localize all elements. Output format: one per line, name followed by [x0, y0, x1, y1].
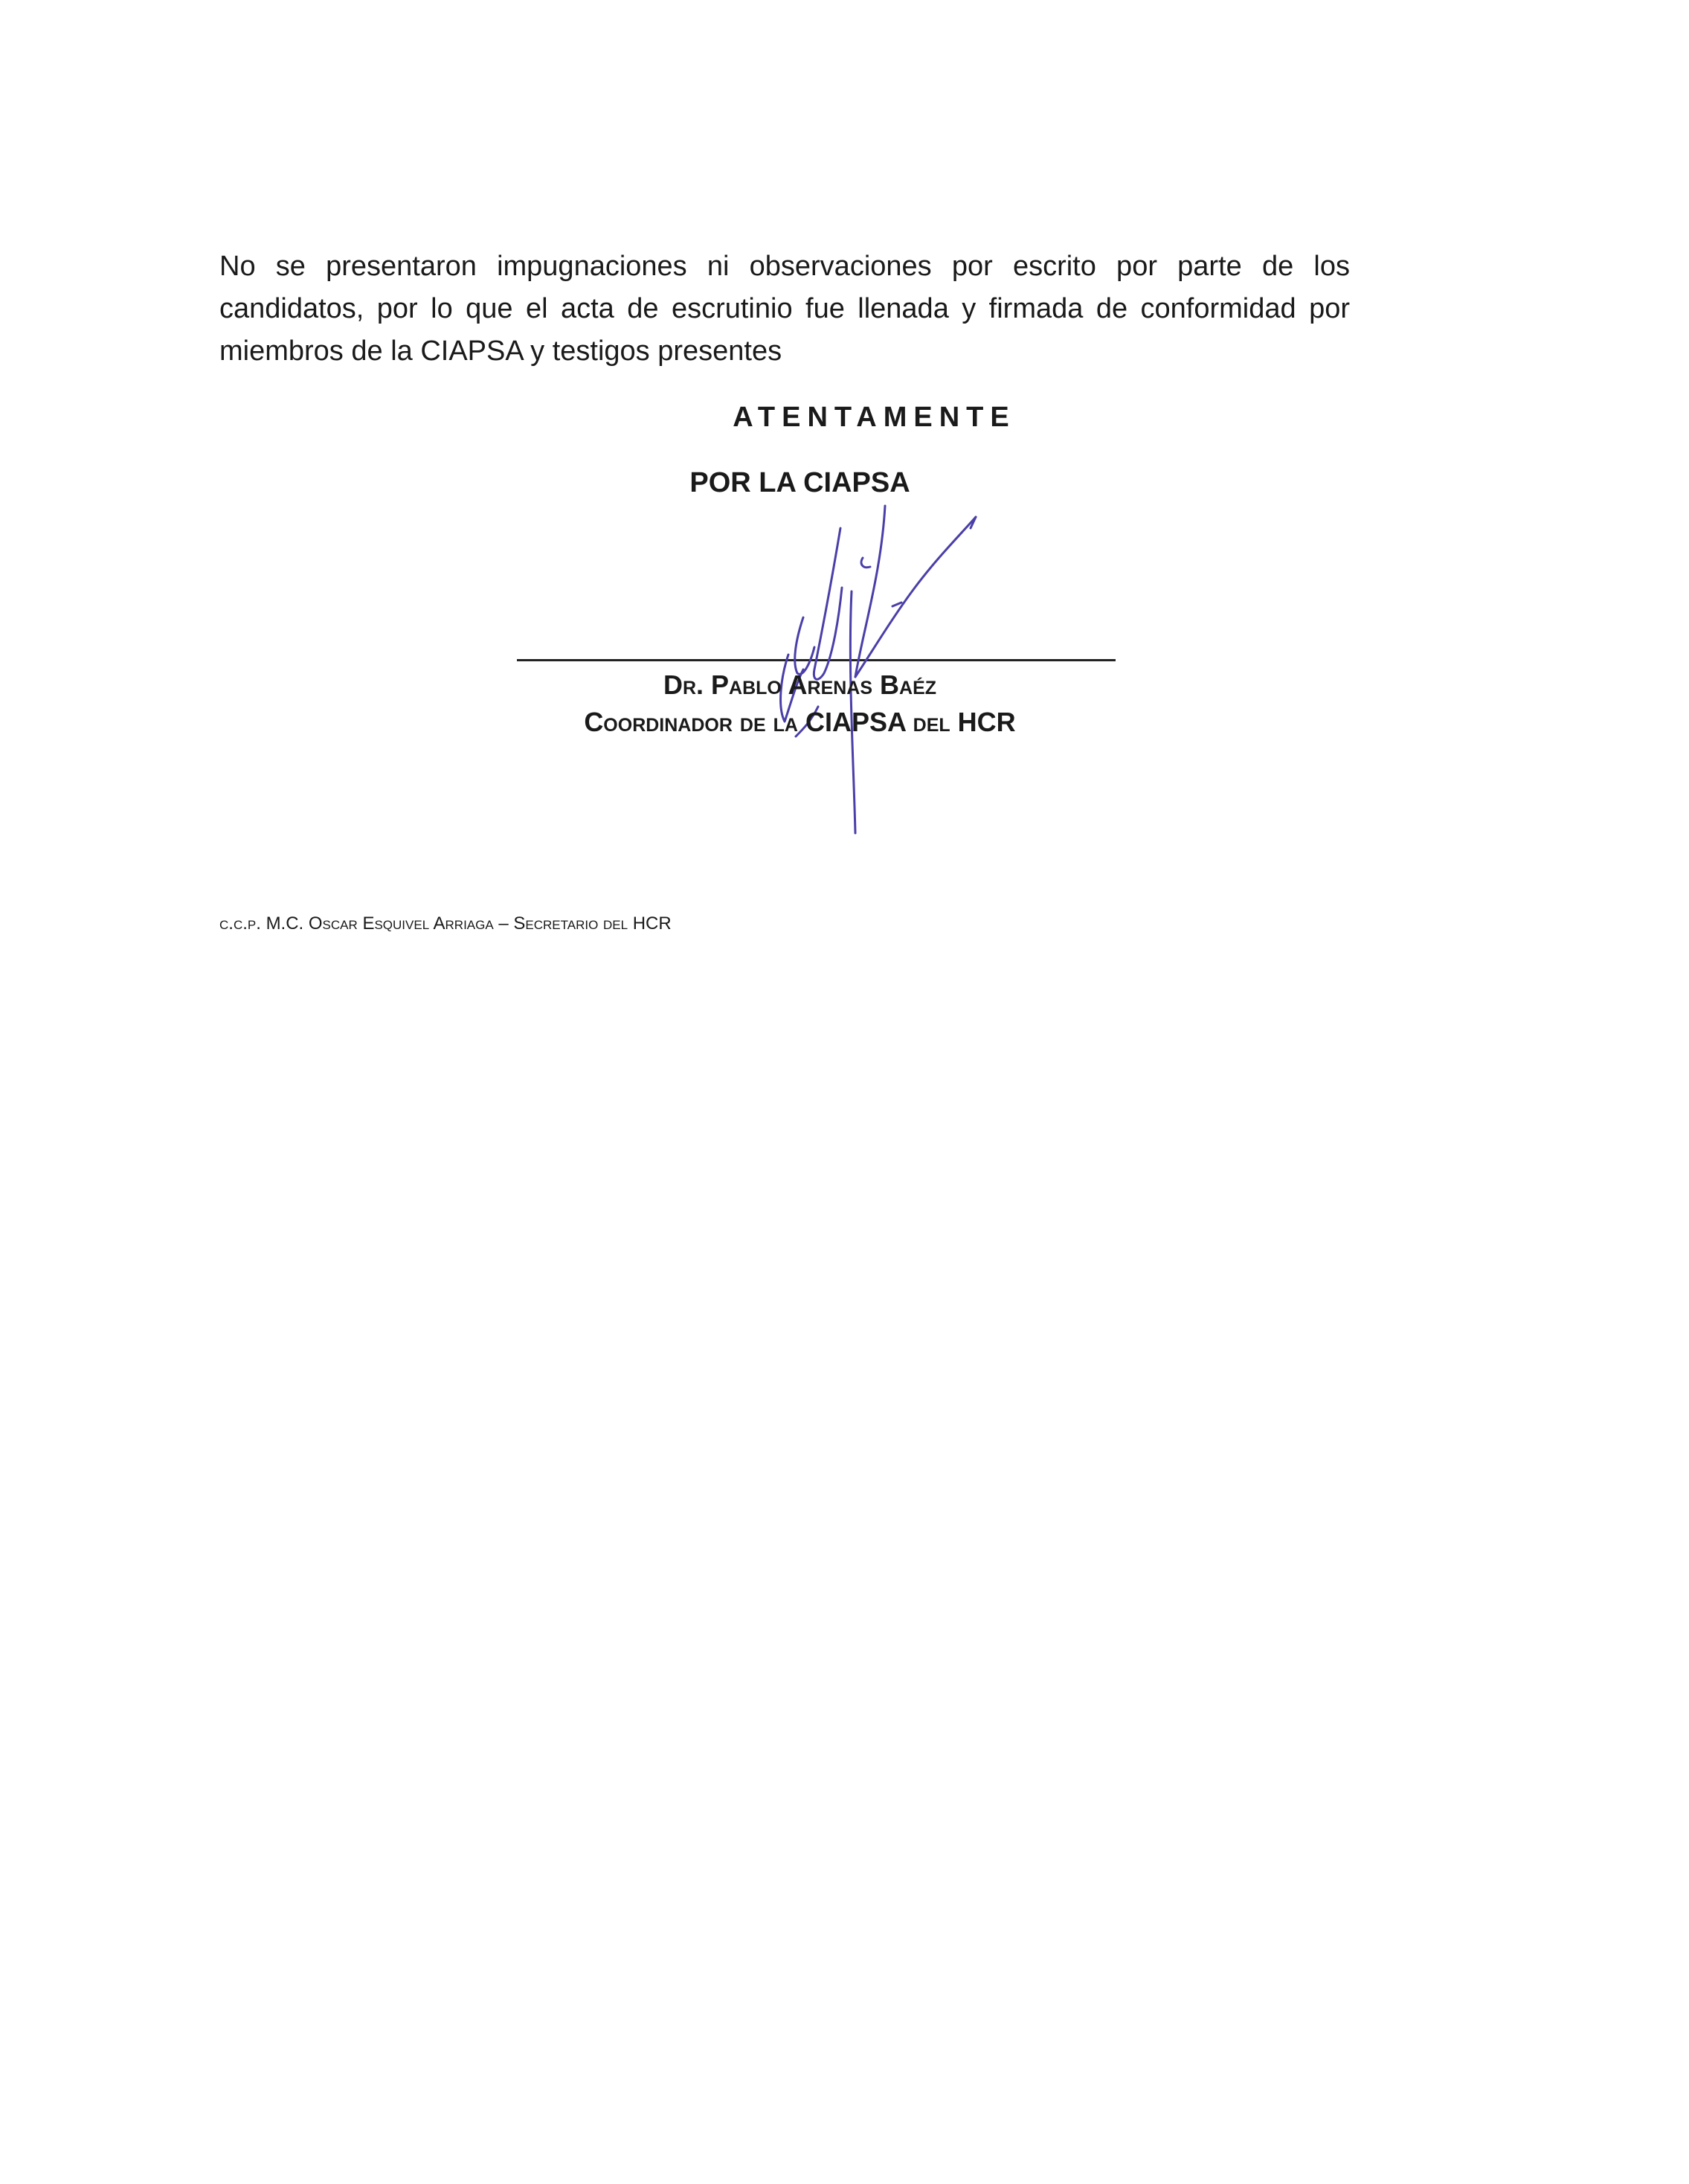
carbon-copy-line: c.c.p. M.C. Oscar Esquivel Arriaga – Secretario del HCR	[219, 913, 672, 934]
signer-name: Dr. Pablo Arenas Baéz	[663, 669, 937, 700]
on-behalf-line: POR LA CIAPSA	[689, 467, 910, 498]
closing-salutation: ATENTAMENTE	[733, 402, 1016, 433]
body-paragraph: No se presentaron impugnaciones ni observaciones por escrito por parte de los candidatos, por lo que el acta de escrutinio fue llenada y firmada de conformidad por miembros de la CIAPSA y testigos presentes	[219, 251, 1350, 367]
signer-title: Coordinador de la CIAPSA del HCR	[584, 707, 1016, 737]
signature-line	[517, 659, 1116, 661]
